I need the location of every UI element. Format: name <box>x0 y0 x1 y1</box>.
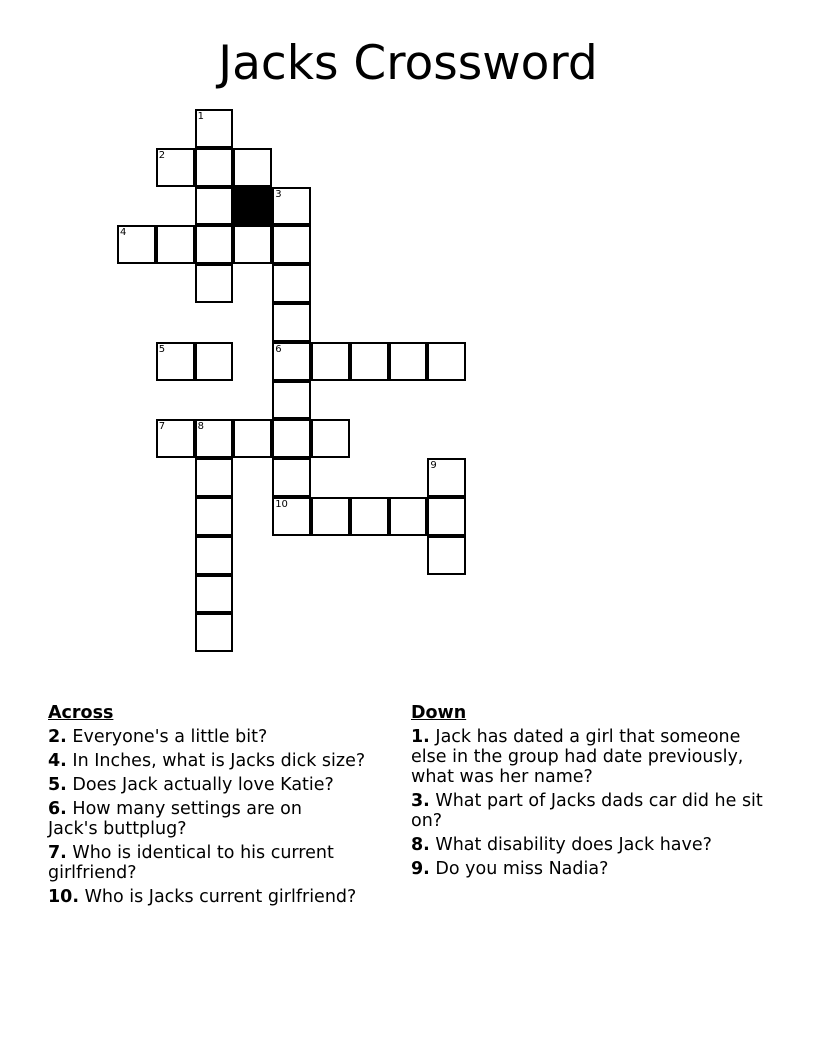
grid-cell[interactable] <box>233 419 272 458</box>
cell-number: 3 <box>275 188 282 200</box>
grid-cell[interactable] <box>272 342 311 381</box>
grid-cell[interactable] <box>350 497 389 536</box>
grid-cell[interactable] <box>117 225 156 264</box>
grid-cell[interactable] <box>156 419 195 458</box>
grid-cell[interactable] <box>311 419 350 458</box>
clue-number: 8. <box>411 835 430 855</box>
cell-number: 7 <box>158 421 166 433</box>
clue-number: 7. <box>48 843 67 863</box>
clue-text: Jack has dated a girl that someone else in the group had date previously, what was her name? <box>411 727 744 787</box>
grid-cell[interactable] <box>195 575 234 614</box>
clue-down-3 <box>411 791 771 831</box>
clue-text: What disability does Jack have? <box>435 835 712 855</box>
clue-down-1 <box>411 727 771 787</box>
clue-text: Do you miss Nadia? <box>435 859 609 879</box>
clue-across-2 <box>48 727 398 747</box>
cell-number: 6 <box>275 343 282 355</box>
across-clues <box>48 703 398 911</box>
clue-text: Everyone's a little bit? <box>72 727 268 747</box>
cell-number: 4 <box>120 227 127 239</box>
grid-cell[interactable] <box>272 225 311 264</box>
grid-cell[interactable] <box>156 148 195 187</box>
page-title: Jacks Crossword <box>218 36 598 91</box>
grid-cell[interactable] <box>195 419 234 458</box>
grid-cell[interactable] <box>195 342 234 381</box>
clue-down-9 <box>411 859 771 879</box>
cell-number: 2 <box>158 149 166 161</box>
black-cell <box>233 187 272 226</box>
grid-cell[interactable] <box>311 497 350 536</box>
grid-cell[interactable] <box>233 225 272 264</box>
clue-down-8 <box>411 835 771 855</box>
cell-number: 9 <box>430 460 437 472</box>
clue-across-6 <box>48 799 338 839</box>
grid-cell[interactable] <box>427 497 466 536</box>
cell-number: 10 <box>275 499 288 510</box>
grid-cell[interactable] <box>272 381 311 420</box>
grid-cell[interactable] <box>156 342 195 381</box>
clue-number: 4. <box>48 751 67 771</box>
grid-cell[interactable] <box>195 536 234 575</box>
grid-cell[interactable] <box>272 187 311 226</box>
grid-cell[interactable] <box>195 109 234 148</box>
grid-cell[interactable] <box>272 264 311 303</box>
grid-cell[interactable] <box>272 419 311 458</box>
clue-across-7 <box>48 843 378 883</box>
grid-cell[interactable] <box>195 225 234 264</box>
grid-cell[interactable] <box>311 342 350 381</box>
grid-cell[interactable] <box>389 497 428 536</box>
clue-across-5 <box>48 775 398 795</box>
grid-cell[interactable] <box>427 342 466 381</box>
grid-cell[interactable] <box>350 342 389 381</box>
clue-number: 9. <box>411 859 430 879</box>
grid-cell[interactable] <box>427 458 466 497</box>
clue-number: 10. <box>48 887 80 907</box>
clue-text: What part of Jacks dads car did he sit on? <box>411 791 763 831</box>
clue-number: 5. <box>48 775 67 795</box>
clue-text: Who is identical to his current girlfriend? <box>48 843 334 883</box>
clue-text: Who is Jacks current girlfriend? <box>84 887 357 907</box>
down-heading: Down <box>411 703 467 723</box>
cell-number: 1 <box>197 111 204 122</box>
grid-cell[interactable] <box>427 536 466 575</box>
clue-text: How many settings are on Jack's buttplug? <box>48 799 302 839</box>
grid-cell[interactable] <box>272 303 311 342</box>
grid-cell[interactable] <box>195 497 234 536</box>
grid-cell[interactable] <box>156 225 195 264</box>
down-clues <box>411 703 771 883</box>
grid-cell[interactable] <box>272 497 311 536</box>
grid-cell[interactable] <box>195 264 234 303</box>
clue-across-10 <box>48 887 398 907</box>
grid-cell[interactable] <box>233 148 272 187</box>
cell-number: 5 <box>158 343 166 355</box>
grid-cell[interactable] <box>389 342 428 381</box>
clue-number: 3. <box>411 791 430 811</box>
across-heading: Across <box>48 703 114 723</box>
grid-cell[interactable] <box>195 187 234 226</box>
clue-number: 2. <box>48 727 67 747</box>
grid-cell[interactable] <box>272 458 311 497</box>
clue-text: Does Jack actually love Katie? <box>72 775 334 795</box>
grid-cell[interactable] <box>195 613 234 652</box>
clue-number: 1. <box>411 727 430 747</box>
clue-text: In Inches, what is Jacks dick size? <box>72 751 366 771</box>
clue-number: 6. <box>48 799 67 819</box>
cell-number: 8 <box>197 421 204 433</box>
clue-across-4 <box>48 751 398 771</box>
grid-cell[interactable] <box>195 458 234 497</box>
grid-cell[interactable] <box>195 148 234 187</box>
